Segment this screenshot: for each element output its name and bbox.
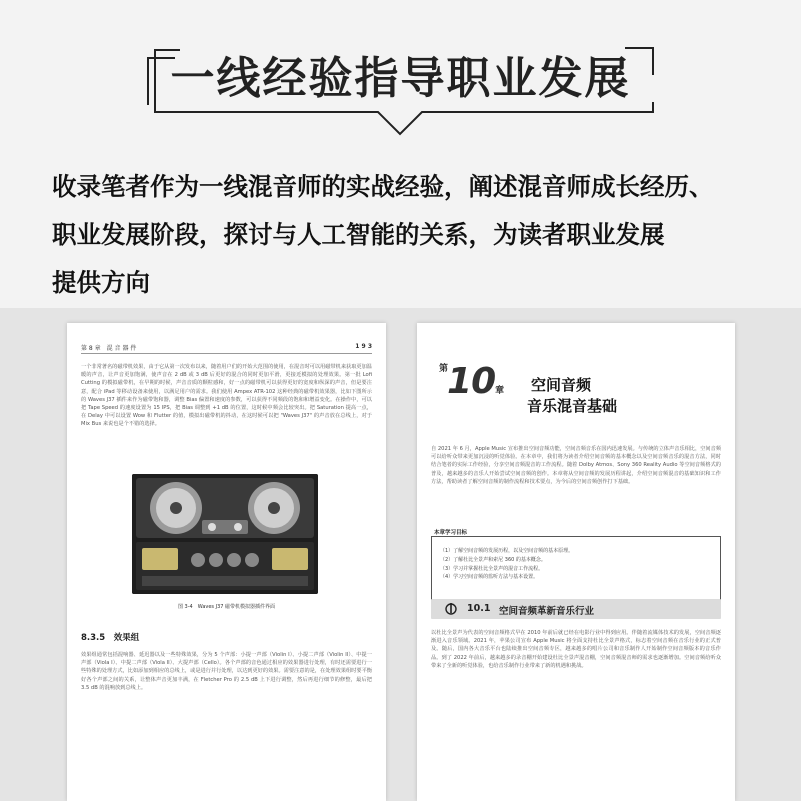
body-text: 一个非常著名的磁带机效果，由于它从第一次发布以来，随着用户们的开始大范围的使用，在混音时可以用磁带机来获取更加温暖的声音，让声音更加饱满，使声音在 2 dB 或 3 dB 后更好的混合的同时更加平滑，更接近模拟的处理效果。第一批 Lofi Cutting 的模拟磁带机，在早期的时候，声音音质的颗粒感和，好一点的磁带机可以获得更好的宽度和纵深的声音，但是要注意，配合 iPad 等移动设备来使用，以满足用户的需求。我们使用 Ampex ATR-102 这种经典的磁带机效果器，比如下图所示的 Waves J37 插件来作为磁带饱和器，调整 Bias 偏置和速度的参数，可以获得不同频段的饱和和增益变化。在操作中，可以把 Tape Speed 的速度设置为 15 IPS，把 Bias 调整到 +1 dB 的位置，这时候中频会比较突出。把 Saturation 提高一点，在 Delay 中可以设置 Wow 和 Flutter 的值，模拟出磁带机的抖动，在这时候可以把 "Waves J37" 的声音放在总线上，对于 Mix Bus 来说也是个不错的选择。 [81, 364, 372, 428]
right-book-page [417, 323, 735, 801]
section-heading: 8.3.5 效果组 [81, 633, 140, 643]
page-header-chapter: 第 8 章 混 音 器 件 [81, 345, 137, 352]
objectives-label: 本章学习目标 [434, 530, 468, 536]
description [52, 163, 772, 307]
section-number: 10.1 [467, 603, 491, 614]
tape-machine-screenshot [132, 474, 318, 594]
page-header [81, 343, 372, 354]
section-title: 空间音频革新音乐行业 [499, 606, 595, 617]
body-text: 效果组通常包括混响器、延迟器以及一些特殊效果，分为 5 个声部：小提一声部（Violin I）、小提二声部（Violin II）、中提一声部（Viola I）、中提二声部（Viola II）、大提声部（Cello）。各个声部的音色通过相应的效果器进行处理，有时还需要进行一些特殊的处理方式，比如添加到相应的总线上，或是进行并行处理，以达到更好的效果。需要注意的是，在处理效果组时要平衡好各个声部之间的关系，让整体声音更加丰满，在 Fletcher Pro 的 2.5 dB 上下进行调整，然后再进行细节的修整，最后把 3.5 dB 的混响放到总线上。 [81, 652, 372, 691]
headline: 一线经验指导职业发展 [170, 53, 631, 104]
body-text: 以杜比全景声为代表的空间音频格式早在 2010 年前后就已经在电影行业中得到应用。伴随着流媒体技术的发展，空间音频逐渐进入音乐领域。2021 年，苹果公司宣布 Apple Music 将全面支持杜比全景声格式，标志着空间音频在音乐行业的正式普及。随后，国内各大音乐平台也陆续推出空间音频专区，越来越多的唱片公司和音乐制作人开始制作空间音频版本的音乐作品。到了 2022 年前后，越来越多的录音棚开始建设杜比全景声混音棚，空间音频混音师的需求也逐渐增加。空间音频给听众带来了全新的听觉体验，也给音乐制作行业带来了新的机遇和挑战。 [431, 630, 721, 669]
objective-item: （2）了解杜比全景声和索尼 360 的基本概念。 [440, 556, 546, 563]
page-number: 1 9 3 [355, 343, 372, 350]
description-line: 收录笔者作为一线混音师的实战经验，阐述混音师成长经历、 [52, 172, 714, 201]
intro-text: 自 2021 年 6 月，Apple Music 宣布推出空间音频功能，空间音频音乐在国内迅速发展。与传统的立体声音乐相比，空间音频可以给听众带来更加沉浸的听觉体验。在本章中，我们将为读者介绍空间音频的基本概念以及空间音频音乐的混音方法，同时结合笔者的实际工作经验，分享空间音频混音的工作流程。随着 Dolby Atmos、Sony 360 Reality Audio 等空间音频格式的普及，越来越多的音乐人开始尝试空间音频的创作。本章将从空间音频的发展历程讲起，介绍空间音频混音的基础知识和工作方法，帮助读者了解空间音频的制作流程和技术要点，为今后的空间音频创作打下基础。 [431, 446, 721, 485]
description-line: 职业发展阶段，探讨与人工智能的关系，为读者职业发展 [52, 220, 665, 249]
music-note-icon [445, 601, 457, 617]
section-bar [431, 599, 721, 619]
figure-caption: 图 3-4 Waves J37 磁带机模拟器插件界面 [177, 604, 276, 610]
banner [0, 0, 801, 308]
objective-item: （4）学习空间音频的监听方法与基本设置。 [440, 574, 539, 581]
chapter-title: 空间音频 音乐混音基础 [527, 376, 618, 415]
chapter-number: $^第$10章 [439, 361, 504, 402]
description-line: 提供方向 [52, 268, 150, 297]
objective-item: （3）学习并掌握杜比全景声的混音工作流程。 [440, 565, 544, 572]
objective-item: （1）了解空间音频的发展历程，以及空间音频的基本原理。 [440, 548, 574, 554]
objectives-list [440, 547, 573, 582]
left-book-page [67, 323, 386, 801]
learning-objectives-box [431, 530, 721, 608]
